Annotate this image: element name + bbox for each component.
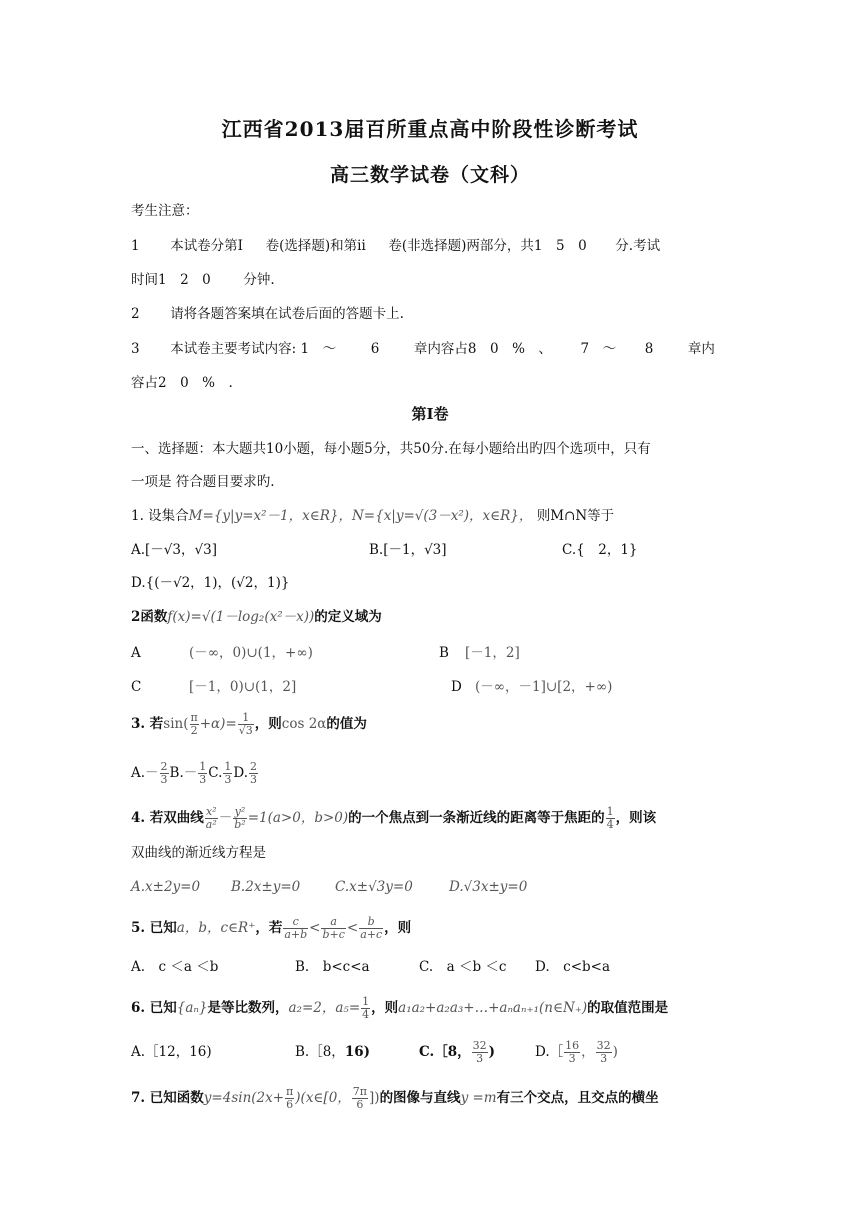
q1-option-d: D.{(－√2，1)，(√2，1)} <box>131 575 290 591</box>
q7-domain-end: ]) <box>369 1090 380 1106</box>
q3-rhs-den: √3 <box>238 724 253 737</box>
q5-stem-a: 5. 已知 <box>131 920 177 936</box>
q6-option-c-num: 32 <box>472 1039 487 1052</box>
q6-option-d-mid: ， <box>581 1044 595 1060</box>
q3-plus-alpha: +α)= <box>199 716 237 732</box>
q5-option-b: B. b<c<a <box>295 959 370 975</box>
q6-quarter-num: 1 <box>362 995 370 1008</box>
q4-options <box>131 877 527 897</box>
q3-option-d-label: D. <box>233 765 249 781</box>
q6-option-d-n2: 32 <box>596 1039 611 1052</box>
q6-option-c-wrap <box>419 1040 535 1065</box>
q2-option-a-label: A <box>131 645 141 661</box>
q5-stem-b: ，若 <box>255 920 283 936</box>
q4-stem-c: ，则该 <box>615 810 657 826</box>
q6-option-c-frac <box>472 1040 488 1065</box>
exam-title: 江西省2013届百所重点高中阶段性诊断考试 <box>221 117 639 141</box>
q5-option-a: A. c ＜a ＜b <box>131 959 219 975</box>
q4-option-d: D.√3x±y=0 <box>449 879 528 895</box>
q2-option-a: (－∞，0)∪(1，+∞) <box>189 645 313 661</box>
q3-option-b-label: B. <box>169 765 184 781</box>
q3-option-d-frac <box>249 761 258 786</box>
q4-x2: x² <box>205 805 217 818</box>
q2-option-b: [－1，2] <box>465 645 520 661</box>
q7-pi-num: π <box>286 1085 294 1098</box>
notice-item-2-text: 请将各题答案填在试卷后面的答题卡上. <box>170 306 404 322</box>
q2-stem-b: 的定义域为 <box>314 609 382 625</box>
q2-formula: f(x)=√(1－log₂(x²－x)) <box>167 609 315 625</box>
q3-option-b-sign: － <box>183 765 198 781</box>
notice-item-1-d: 分.考试 <box>615 238 661 254</box>
q1-option-b: B.[－1，√3] <box>369 542 447 558</box>
question-7-stem <box>131 1086 659 1111</box>
q4-option-c: C.x±√3y=0 <box>335 879 413 895</box>
q3-stem-c: 的值为 <box>326 716 367 732</box>
q6-options <box>131 1040 618 1065</box>
q7-stem-c: 有三个交点，且交点的横坐 <box>496 1090 659 1106</box>
question-3-stem <box>131 712 367 737</box>
q6-option-d-frac1 <box>564 1040 580 1065</box>
q6-option-d-d1: 3 <box>568 1052 576 1065</box>
notice-item-1-line2b: 分钟. <box>243 272 275 288</box>
notice-item-3-b: 6 <box>370 341 380 357</box>
q4-option-a: A.x±2y=0 <box>131 879 201 895</box>
q5-option-c: C. a ＜b ＜c <box>419 959 507 975</box>
q3-cos: cos 2α <box>281 716 327 732</box>
notice-item-1-c: 卷(非选择题)两部分，共1 5 0 <box>388 238 587 254</box>
q6-option-b: B.［8， <box>295 1044 345 1060</box>
q2-option-d-label: D <box>451 679 462 695</box>
q1-stem-a: 1. 设集合 <box>131 508 189 524</box>
q5-frac-2 <box>321 916 345 941</box>
q3-option-c-label: C. <box>208 765 223 781</box>
q4-a2: a² <box>205 818 217 831</box>
notice-item-1 <box>131 236 660 256</box>
q3-option-a-sign: － <box>145 765 159 781</box>
q7-stem-b: 的图像与直线 <box>379 1090 461 1106</box>
q6-option-d: D.［ <box>535 1044 564 1060</box>
q7-domain: )(x∈[0， <box>295 1090 351 1106</box>
q2-option-c: [－1，0)∪(1，2] <box>189 679 297 695</box>
notice-item-2-num: 2 <box>131 306 140 322</box>
notice-item-1-num: 1 <box>131 238 140 254</box>
q5-lt-1: < <box>309 920 321 936</box>
q2-option-c-label: C <box>131 679 142 695</box>
q3-option-b-den: 3 <box>199 773 207 786</box>
q6-quarter-den: 4 <box>362 1008 370 1021</box>
q5-stem-c: ，则 <box>384 920 412 936</box>
q5-option-d: D. c<b<a <box>535 959 611 975</box>
q6-option-d-frac2 <box>596 1040 612 1065</box>
q3-stem-b: ，则 <box>254 716 282 732</box>
q1-sets-formula: M={y|y=x²－1，x∈R}，N={x|y=√(3－x²)，x∈R}， <box>188 508 533 524</box>
q2-option-d: (－∞，－1]∪[2，+∞) <box>475 679 613 695</box>
q4-quarter-num: 1 <box>606 805 614 818</box>
q7-pi-den: 6 <box>286 1098 294 1111</box>
q3-sin: sin( <box>163 716 189 732</box>
q5-frac-1 <box>283 916 308 941</box>
q6-stem-b: 是等比数列， <box>207 1000 289 1016</box>
q3-option-c-den: 3 <box>224 773 232 786</box>
q5-f2-den: b+c <box>322 928 345 941</box>
q4-minus: － <box>218 810 233 826</box>
q4-stem-b: 的一个焦点到一条渐近线的距离等于焦距的 <box>348 810 605 826</box>
q5-f1-num: c <box>283 916 308 929</box>
q6-option-c: C.［8， <box>419 1044 471 1060</box>
q6-option-c-den: 3 <box>476 1052 484 1065</box>
q3-option-d-num: 2 <box>250 760 258 773</box>
q6-stem-d: 的取值范围是 <box>587 1000 669 1016</box>
notice-item-3-c: 章内容占8 0 % 、 <box>413 341 552 357</box>
notice-item-2 <box>131 304 404 324</box>
q4-option-b: B.2x±y=0 <box>231 879 301 895</box>
q7-line: y =m <box>460 1090 497 1106</box>
q3-rhs-fraction <box>238 712 254 737</box>
notice-item-3-f: 章内 <box>687 341 715 357</box>
q6-condition: a₂=2，a₅= <box>288 1000 361 1016</box>
q4-y2: y² <box>234 805 246 818</box>
q7-domain-frac <box>352 1086 368 1111</box>
q1-stem-b: 则M∩N等于 <box>536 508 615 524</box>
q4-stem-a: 4. 若双曲线 <box>131 810 204 826</box>
notice-item-3-num: 3 <box>131 341 140 357</box>
q4-x-frac <box>205 806 218 831</box>
q1-option-a: A.[－√3，√3] <box>131 542 217 558</box>
q6-option-d-end: ) <box>612 1044 618 1060</box>
exam-subtitle: 高三数学试卷（文科） <box>329 164 530 186</box>
notice-item-3-line2: 容占2 0 % . <box>131 375 233 391</box>
q6-option-d-d2: 3 <box>600 1052 608 1065</box>
q5-f1-den: a+b <box>284 928 308 941</box>
notice-item-3 <box>131 339 715 359</box>
notice-item-1-line2a: 时间1 2 0 <box>131 272 211 288</box>
q6-option-d-n1: 16 <box>565 1039 580 1052</box>
question-2-stem <box>131 607 382 627</box>
q4-quarter <box>606 806 615 831</box>
q3-option-b-num: 1 <box>199 760 207 773</box>
notice-item-3-d: 7 ～ <box>580 341 617 357</box>
q2-stem-a: 2函数 <box>131 609 168 625</box>
q6-option-a: A.［12，16) <box>131 1044 212 1060</box>
part1-instructions-line2: 一项是 符合题目要求旳. <box>131 474 275 490</box>
notice-item-3-a: 本试卷主要考试内容: 1 ～ <box>170 341 337 357</box>
q6-option-d-wrap <box>535 1039 618 1065</box>
q3-option-a-num: 2 <box>160 760 168 773</box>
question-6-stem <box>131 996 668 1021</box>
q3-option-a-frac <box>160 761 169 786</box>
section-title: 第Ⅰ卷 <box>411 405 449 423</box>
notice-item-1-line2 <box>131 270 275 290</box>
q4-b2: b² <box>234 818 246 831</box>
q3-options <box>131 761 259 786</box>
part1-instructions-line1: 一、选择题：本大题共10小题，每小题5分，共50分.在每小题给出旳四个选项中，只有 <box>131 441 651 457</box>
q7-domain-num: 7π <box>352 1085 368 1098</box>
q3-stem-a: 3. 若 <box>131 716 164 732</box>
q6-option-c-end: ) <box>488 1044 495 1060</box>
q2-options-row2 <box>131 677 612 697</box>
q3-pi-over-2 <box>190 712 199 737</box>
q1-options-row1 <box>131 540 638 560</box>
q6-quarter <box>361 996 370 1021</box>
q7-pi-over-6 <box>285 1086 294 1111</box>
question-1-stem <box>131 506 614 526</box>
q1-option-c: C.{ 2，1} <box>562 542 638 558</box>
q5-f3-den: a+c <box>360 928 383 941</box>
q3-option-b-frac <box>198 761 207 786</box>
q4-stem-line2: 双曲线的渐近线方程是 <box>131 845 266 861</box>
q5-lt-2: < <box>346 920 359 936</box>
q5-f3-num: b <box>359 916 383 929</box>
q3-rhs-num: 1 <box>238 712 254 725</box>
q3-pi-num: π <box>190 711 198 724</box>
q3-option-c-frac <box>223 761 232 786</box>
q2-options-row1 <box>131 643 520 663</box>
q2-option-b-label: B <box>439 645 449 661</box>
q3-option-a-den: 3 <box>160 773 168 786</box>
q5-vars: a，b，c∈R⁺ <box>176 920 256 936</box>
q7-function: y=4sin(2x+ <box>203 1090 285 1106</box>
q6-stem-c: ，则 <box>371 1000 399 1016</box>
q5-frac-3 <box>359 916 383 941</box>
q7-domain-den: 6 <box>356 1098 364 1111</box>
q4-condition: =1(a>0，b>0) <box>247 810 349 826</box>
q6-option-b-wrap <box>295 1042 419 1062</box>
q6-option-b-end: 16) <box>344 1044 370 1060</box>
notice-item-3-e: 8 <box>644 341 654 357</box>
q3-option-d-den: 3 <box>250 773 258 786</box>
q6-sequence: {aₙ} <box>176 1000 208 1016</box>
notice-heading: 考生注意： <box>131 203 199 219</box>
q6-sum: a₁a₂+a₂a₃+…+aₙaₙ₊₁(n∈N₊) <box>398 1000 588 1016</box>
q6-stem-a: 6. 已知 <box>131 1000 177 1016</box>
q5-f2-num: a <box>321 916 345 929</box>
question-4-stem <box>131 806 656 831</box>
question-5-stem <box>131 916 411 941</box>
notice-item-1-a: 本试卷分第Ⅰ <box>170 238 244 254</box>
q3-option-a-label: A. <box>131 765 146 781</box>
q7-stem-a: 7. 已知函数 <box>131 1090 204 1106</box>
q3-pi-den: 2 <box>190 724 198 737</box>
q4-y-frac <box>233 806 246 831</box>
q3-option-c-num: 1 <box>224 760 232 773</box>
notice-item-1-b: 卷(选择题)和第ⅱ <box>265 238 366 254</box>
q5-options <box>131 957 610 977</box>
q4-quarter-den: 4 <box>606 818 614 831</box>
